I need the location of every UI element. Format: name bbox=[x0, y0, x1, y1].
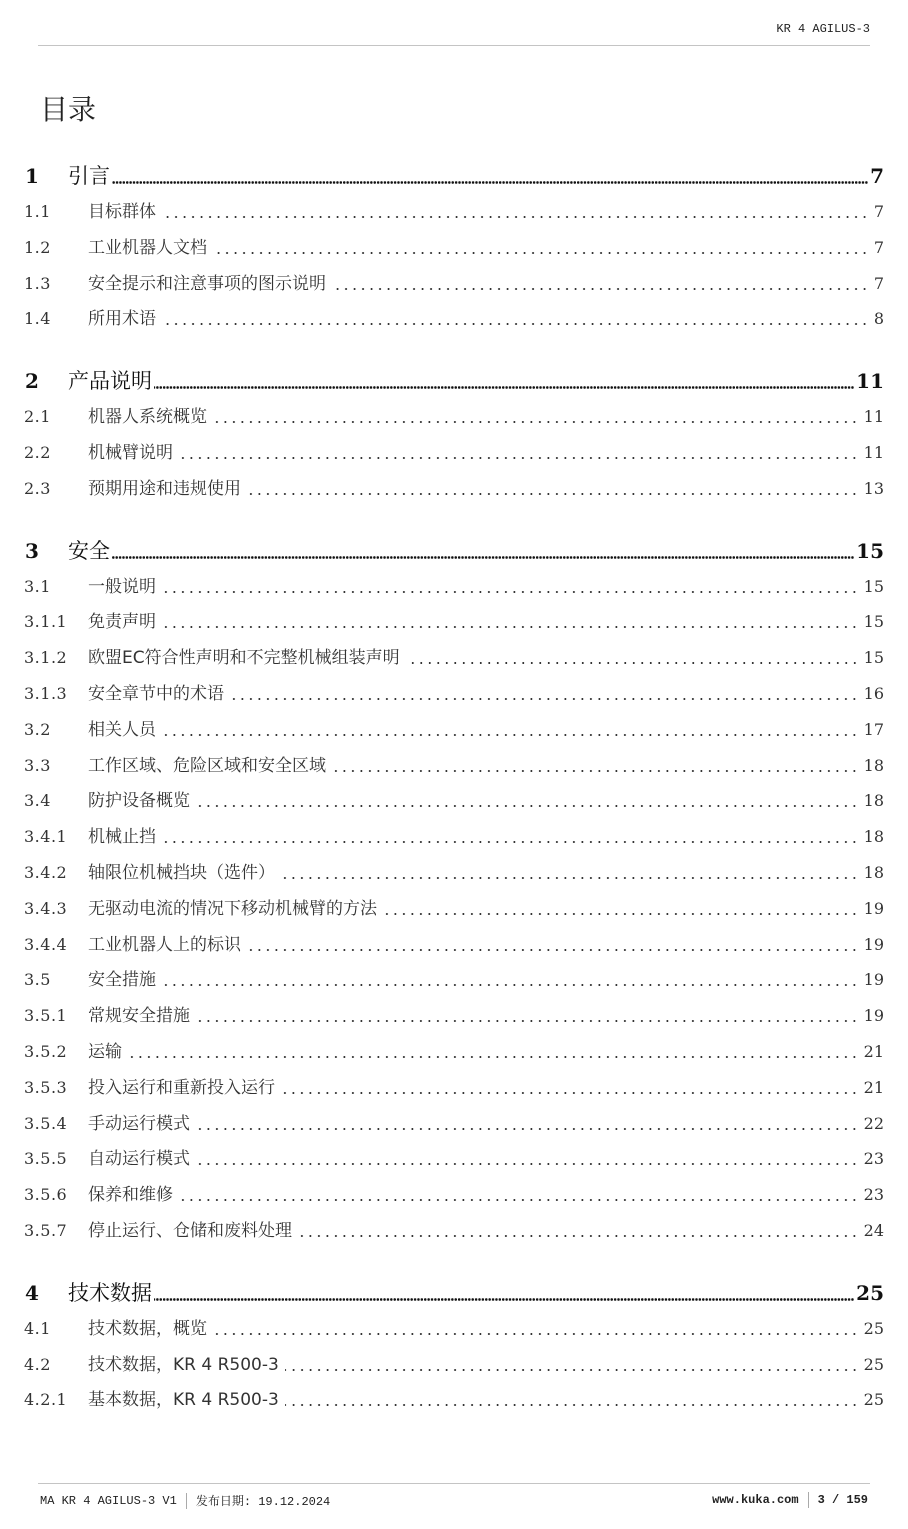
toc-entry-title[interactable]: 无驱动电流的情况下移动机械臂的方法 bbox=[88, 898, 377, 919]
toc-entry-page-number[interactable]: 13 bbox=[863, 478, 884, 498]
toc-entry-page-number[interactable]: 22 bbox=[863, 1113, 884, 1133]
footer-page-number: 3 / 159 bbox=[817, 1493, 868, 1507]
toc-entry-number: 3.3 bbox=[24, 755, 51, 775]
toc-entry-title[interactable]: 安全措施 bbox=[88, 970, 156, 991]
toc-entry-number: 2 bbox=[25, 369, 40, 394]
toc-entry-number: 3.5.3 bbox=[24, 1077, 68, 1097]
toc-entry-page-number[interactable]: 7 bbox=[873, 237, 884, 257]
toc-entry-number: 3.5.2 bbox=[24, 1041, 68, 1061]
dot-leader bbox=[112, 182, 868, 183]
toc-entry-number: 1.2 bbox=[24, 237, 51, 257]
dot-leader bbox=[179, 457, 859, 458]
toc-entry-number: 3.5.6 bbox=[24, 1185, 68, 1205]
toc-entry-number: 4.1 bbox=[24, 1318, 51, 1338]
toc-entry-number: 4 bbox=[25, 1280, 40, 1305]
toc-entry-page-number[interactable]: 7 bbox=[873, 273, 884, 293]
dot-leader bbox=[247, 493, 859, 494]
toc-entry[interactable] bbox=[24, 230, 884, 266]
toc-entry[interactable] bbox=[24, 604, 884, 640]
toc-entry[interactable] bbox=[24, 1141, 884, 1177]
toc-entry-number: 3.4.4 bbox=[24, 934, 68, 954]
toc-entry-page-number[interactable]: 11 bbox=[863, 407, 884, 427]
toc-entry-title[interactable]: 工业机器人上的标识 bbox=[88, 934, 241, 955]
toc-entry-page-number[interactable]: 11 bbox=[863, 442, 884, 462]
dot-leader bbox=[213, 421, 859, 422]
toc-entry-title[interactable]: 目标群体 bbox=[88, 202, 156, 222]
toc-entry[interactable] bbox=[24, 1347, 884, 1383]
toc-entry-number: 1.1 bbox=[24, 202, 51, 221]
footer-left bbox=[40, 1492, 330, 1509]
toc-entry-number: 3.5.5 bbox=[24, 1149, 68, 1169]
footer-separator bbox=[186, 1493, 187, 1509]
toc-entry-number: 3.1.1 bbox=[24, 612, 68, 632]
toc-entry-page-number[interactable]: 18 bbox=[863, 827, 884, 847]
dot-leader bbox=[298, 1235, 859, 1236]
toc-entry-page-number[interactable]: 16 bbox=[863, 683, 884, 703]
toc-chapter-entry[interactable] bbox=[24, 158, 884, 194]
toc-entry-number: 3.1.2 bbox=[24, 648, 68, 668]
dot-leader bbox=[213, 1333, 859, 1334]
toc-entry-page-number[interactable]: 17 bbox=[863, 719, 884, 739]
dot-leader bbox=[128, 1056, 859, 1057]
toc-entry-title[interactable]: 机器人系统概览 bbox=[88, 407, 207, 428]
footer-right bbox=[712, 1492, 868, 1508]
footer-divider bbox=[38, 1483, 870, 1484]
dot-leader bbox=[332, 288, 869, 289]
toc-entry-title[interactable]: 欧盟EC符合性声明和不完整机械组装声明 bbox=[88, 648, 400, 669]
dot-leader bbox=[154, 387, 854, 388]
toc-entry[interactable] bbox=[24, 435, 884, 471]
toc-chapter-entry[interactable] bbox=[24, 363, 884, 399]
dot-leader bbox=[196, 1020, 859, 1021]
toc-entry[interactable] bbox=[24, 1070, 884, 1106]
dot-leader bbox=[383, 913, 859, 914]
dot-leader bbox=[285, 1369, 859, 1370]
dot-leader bbox=[213, 252, 869, 253]
toc-entry-number: 2.2 bbox=[24, 442, 51, 462]
toc-entry[interactable] bbox=[24, 569, 884, 605]
toc-entry[interactable] bbox=[24, 819, 884, 855]
toc-entry-number: 3.4.2 bbox=[24, 862, 68, 882]
toc-entry-number: 4.2.1 bbox=[24, 1390, 68, 1410]
toc-entry-title[interactable]: 引言 bbox=[68, 164, 110, 188]
toc-entry-title[interactable]: 投入运行和重新投入运行 bbox=[88, 1077, 275, 1098]
toc-entry[interactable] bbox=[24, 676, 884, 712]
toc-entry-title[interactable]: 产品说明 bbox=[68, 369, 152, 394]
toc-entry-page-number[interactable]: 15 bbox=[863, 612, 884, 632]
toc-entry-title[interactable]: 一般说明 bbox=[88, 576, 156, 597]
toc-section bbox=[24, 158, 884, 337]
toc-entry-title[interactable]: 防护设备概览 bbox=[88, 791, 190, 812]
dot-leader bbox=[406, 662, 859, 663]
table-of-contents bbox=[24, 158, 884, 1444]
toc-entry-title[interactable]: 手动运行模式 bbox=[88, 1113, 190, 1134]
toc-entry-page-number[interactable]: 15 bbox=[863, 576, 884, 596]
toc-entry-number: 3.1 bbox=[24, 576, 51, 596]
toc-entry-page-number[interactable]: 24 bbox=[863, 1220, 884, 1240]
toc-entry-title[interactable]: 工业机器人文档 bbox=[88, 237, 207, 258]
toc-entry[interactable] bbox=[24, 301, 884, 337]
dot-leader bbox=[162, 591, 859, 592]
dot-leader bbox=[162, 841, 859, 842]
toc-section bbox=[24, 363, 884, 506]
toc-entry-number: 3.5.7 bbox=[24, 1220, 68, 1240]
toc-entry-number: 3.5.4 bbox=[24, 1113, 68, 1133]
dot-leader bbox=[154, 1299, 854, 1300]
toc-entry[interactable] bbox=[24, 1213, 884, 1249]
dot-leader bbox=[196, 1128, 859, 1129]
toc-entry[interactable] bbox=[24, 640, 884, 676]
toc-entry[interactable] bbox=[24, 399, 884, 435]
toc-entry[interactable] bbox=[24, 748, 884, 784]
toc-chapter-entry[interactable] bbox=[24, 1275, 884, 1311]
toc-entry-title[interactable]: 安全提示和注意事项的图示说明 bbox=[88, 273, 326, 294]
toc-entry[interactable] bbox=[24, 855, 884, 891]
toc-entry-title[interactable]: 技术数据，概览 bbox=[88, 1318, 207, 1339]
footer-separator bbox=[808, 1492, 809, 1508]
toc-entry-page-number[interactable]: 18 bbox=[863, 791, 884, 811]
toc-entry[interactable] bbox=[24, 1106, 884, 1142]
header-product-name: KR 4 AGILUS-3 bbox=[776, 22, 870, 36]
toc-entry-page-number[interactable]: 25 bbox=[863, 1318, 884, 1338]
dot-leader bbox=[162, 216, 869, 217]
dot-leader bbox=[332, 770, 859, 771]
toc-entry-title[interactable]: 技术数据 bbox=[68, 1280, 152, 1305]
dot-leader bbox=[281, 877, 859, 878]
footer-doc-id: MA KR 4 AGILUS-3 V1 bbox=[40, 1493, 177, 1508]
toc-entry-page-number[interactable]: 19 bbox=[863, 1006, 884, 1026]
dot-leader bbox=[162, 626, 859, 627]
dot-leader bbox=[230, 698, 859, 699]
toc-entry-page-number[interactable]: 8 bbox=[873, 309, 884, 329]
toc-entry-number: 2.3 bbox=[24, 478, 51, 498]
dot-leader bbox=[162, 734, 859, 735]
toc-entry-title[interactable]: 工作区域、危险区域和安全区域 bbox=[88, 755, 326, 776]
toc-entry[interactable] bbox=[24, 998, 884, 1034]
toc-entry-page-number[interactable]: 7 bbox=[873, 202, 884, 221]
toc-entry-page-number[interactable]: 19 bbox=[863, 934, 884, 954]
toc-entry[interactable] bbox=[24, 1311, 884, 1347]
toc-entry-number: 3.5.1 bbox=[24, 1006, 68, 1026]
toc-entry-number: 1.4 bbox=[24, 309, 51, 329]
toc-entry-title[interactable]: 基本数据，KR 4 R500-3 bbox=[88, 1390, 279, 1411]
dot-leader bbox=[196, 805, 859, 806]
toc-entry-number: 3.1.3 bbox=[24, 683, 68, 703]
toc-entry-number: 3.4 bbox=[24, 791, 51, 811]
toc-entry-page-number[interactable]: 7 bbox=[870, 164, 884, 188]
footer-release-date: 发布日期: 19.12.2024 bbox=[195, 1495, 331, 1509]
dot-leader bbox=[281, 1092, 859, 1093]
toc-section bbox=[24, 533, 884, 1249]
dot-leader bbox=[162, 984, 859, 985]
toc-entry-number: 3.2 bbox=[24, 719, 51, 739]
dot-leader bbox=[247, 949, 859, 950]
dot-leader bbox=[196, 1163, 859, 1164]
toc-entry-title[interactable]: 机械止挡 bbox=[88, 827, 156, 848]
toc-entry-title[interactable]: 安全章节中的术语 bbox=[88, 683, 224, 704]
dot-leader bbox=[179, 1199, 859, 1200]
toc-entry-number: 4.2 bbox=[24, 1354, 51, 1374]
toc-entry-title[interactable]: 免责声明 bbox=[88, 612, 156, 633]
toc-entry[interactable] bbox=[24, 194, 884, 230]
toc-entry-title[interactable]: 预期用途和违规使用 bbox=[88, 478, 241, 499]
toc-entry-page-number[interactable]: 19 bbox=[863, 970, 884, 990]
toc-entry-title[interactable]: 自动运行模式 bbox=[88, 1149, 190, 1170]
toc-entry[interactable] bbox=[24, 891, 884, 927]
toc-entry-page-number[interactable]: 18 bbox=[863, 755, 884, 775]
toc-entry[interactable] bbox=[24, 1382, 884, 1418]
toc-entry[interactable] bbox=[24, 1034, 884, 1070]
toc-chapter-entry[interactable] bbox=[24, 533, 884, 569]
page-title: 目录 bbox=[40, 93, 97, 126]
toc-entry-title[interactable]: 机械臂说明 bbox=[88, 442, 173, 463]
toc-entry[interactable] bbox=[24, 927, 884, 963]
toc-entry-title[interactable]: 停止运行、仓储和废料处理 bbox=[88, 1220, 292, 1241]
toc-entry[interactable] bbox=[24, 783, 884, 819]
toc-entry-page-number[interactable]: 18 bbox=[863, 862, 884, 882]
toc-entry[interactable] bbox=[24, 1177, 884, 1213]
toc-entry-number: 3 bbox=[25, 538, 40, 563]
toc-entry-page-number[interactable]: 25 bbox=[856, 1280, 884, 1305]
toc-entry-number: 3.5 bbox=[24, 970, 51, 990]
toc-entry-number: 3.4.3 bbox=[24, 898, 68, 918]
toc-entry-number: 3.4.1 bbox=[24, 827, 68, 847]
toc-entry-title[interactable]: 轴限位机械挡块（选件） bbox=[88, 862, 275, 883]
toc-entry-title[interactable]: 所用术语 bbox=[88, 309, 156, 330]
footer-website-link[interactable]: www.kuka.com bbox=[712, 1493, 799, 1507]
toc-entry-title[interactable]: 常规安全措施 bbox=[88, 1006, 190, 1027]
toc-entry-page-number[interactable]: 23 bbox=[863, 1149, 884, 1169]
toc-entry-page-number[interactable]: 15 bbox=[856, 538, 884, 563]
toc-entry-number: 1 bbox=[25, 164, 40, 188]
toc-entry-title[interactable]: 相关人员 bbox=[88, 719, 156, 740]
toc-entry[interactable] bbox=[24, 712, 884, 748]
header-divider bbox=[38, 45, 870, 46]
toc-entry[interactable] bbox=[24, 962, 884, 998]
toc-entry-page-number[interactable]: 25 bbox=[863, 1390, 884, 1410]
toc-entry-number: 2.1 bbox=[24, 407, 51, 427]
toc-entry-title[interactable]: 技术数据，KR 4 R500-3 bbox=[88, 1354, 279, 1375]
toc-entry-page-number[interactable]: 15 bbox=[863, 648, 884, 668]
toc-entry-number: 1.3 bbox=[24, 273, 51, 293]
toc-entry[interactable] bbox=[24, 266, 884, 302]
toc-entry-title[interactable]: 运输 bbox=[88, 1041, 122, 1062]
toc-entry-title[interactable]: 安全 bbox=[68, 538, 110, 563]
toc-entry-page-number[interactable]: 23 bbox=[863, 1185, 884, 1205]
toc-entry-page-number[interactable]: 21 bbox=[863, 1077, 884, 1097]
toc-entry-page-number[interactable]: 25 bbox=[863, 1354, 884, 1374]
toc-entry[interactable] bbox=[24, 471, 884, 507]
toc-entry-page-number[interactable]: 19 bbox=[863, 898, 884, 918]
toc-entry-title[interactable]: 保养和维修 bbox=[88, 1185, 173, 1206]
dot-leader bbox=[162, 323, 869, 324]
toc-section bbox=[24, 1275, 884, 1418]
dot-leader bbox=[112, 557, 854, 558]
toc-entry-page-number[interactable]: 11 bbox=[856, 369, 884, 394]
dot-leader bbox=[285, 1404, 859, 1405]
toc-entry-page-number[interactable]: 21 bbox=[863, 1041, 884, 1061]
